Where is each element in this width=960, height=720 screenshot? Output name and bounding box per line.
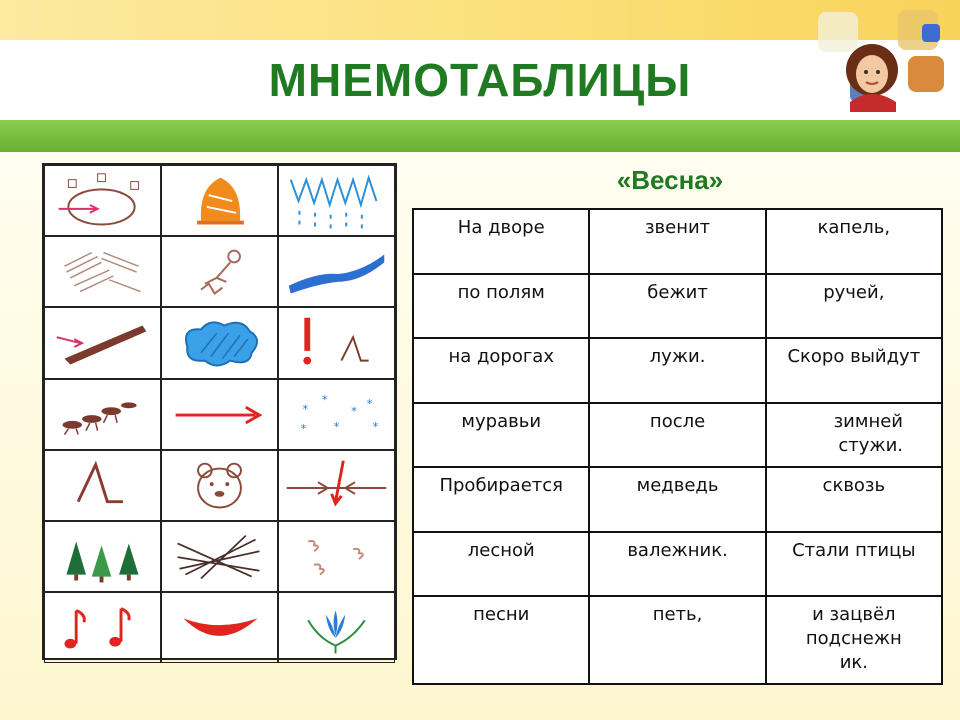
poem-row xyxy=(413,338,942,403)
poem-cell: сквозь xyxy=(766,467,942,532)
svg-text:*: * xyxy=(366,395,373,410)
dripping-icicles-icon xyxy=(278,165,395,236)
snowflakes-icon xyxy=(278,379,395,450)
poem-cell: бежит xyxy=(589,274,765,339)
running-figure-icon xyxy=(161,236,278,307)
triangle-icon xyxy=(44,450,161,521)
poem-cell: петь, xyxy=(589,596,765,684)
brushwood-icon xyxy=(161,521,278,592)
arrow-right-icon xyxy=(161,379,278,450)
green-bar xyxy=(0,120,960,152)
poem-row xyxy=(413,403,942,468)
music-notes-icon xyxy=(44,592,161,663)
poem-row xyxy=(413,596,942,684)
poem-cell: на дорогах xyxy=(413,338,589,403)
poem-cell: Пробирается xyxy=(413,467,589,532)
svg-text:*: * xyxy=(333,419,340,434)
snowdrop-icon xyxy=(278,592,395,663)
poem-cell: и зацвёл подснежн ик. xyxy=(766,596,942,684)
poem-cell: медведь xyxy=(589,467,765,532)
road-icon xyxy=(44,307,161,378)
svg-text:*: * xyxy=(372,419,379,434)
puddle-icon xyxy=(161,307,278,378)
poem-cell: муравьи xyxy=(413,403,589,468)
puzzle-girl-illustration xyxy=(810,6,950,116)
svg-text:*: * xyxy=(302,401,309,416)
poem-cell: Скоро выйдут xyxy=(766,338,942,403)
smile-mouth-icon xyxy=(161,592,278,663)
bell-icon xyxy=(161,165,278,236)
poem-cell: ручей, xyxy=(766,274,942,339)
poem-cell: капель, xyxy=(766,209,942,274)
poem-table xyxy=(412,208,943,685)
poem-cell: Стали птицы xyxy=(766,532,942,597)
poem-cell: после xyxy=(589,403,765,468)
mnemonic-symbol-grid xyxy=(42,163,397,660)
crossing-arrows-icon xyxy=(278,450,395,521)
poem-cell: На дворе xyxy=(413,209,589,274)
page-title: МНЕМОТАБЛИЦЫ xyxy=(268,54,692,106)
svg-text:*: * xyxy=(351,403,357,418)
poem-cell: звенит xyxy=(589,209,765,274)
stream-icon xyxy=(278,236,395,307)
poem-cell: валежник. xyxy=(589,532,765,597)
field-lines-icon xyxy=(44,236,161,307)
poem-row xyxy=(413,274,942,339)
poem-cell: зимней стужи. xyxy=(766,403,942,468)
poem-cell: по полям xyxy=(413,274,589,339)
poem-cell: лужи. xyxy=(589,338,765,403)
exclamation-tent-icon xyxy=(278,307,395,378)
birds-icon xyxy=(278,521,395,592)
poem-row xyxy=(413,532,942,597)
sun-icon xyxy=(44,165,161,236)
ants-icon xyxy=(44,379,161,450)
poem-row xyxy=(413,467,942,532)
bear-face-icon xyxy=(161,450,278,521)
svg-text:*: * xyxy=(321,391,328,406)
poem-subtitle: «Весна» xyxy=(616,165,724,195)
fir-trees-icon xyxy=(44,521,161,592)
poem-cell: песни xyxy=(413,596,589,684)
poem-cell: лесной xyxy=(413,532,589,597)
svg-text:*: * xyxy=(300,421,307,436)
poem-row xyxy=(413,209,942,274)
